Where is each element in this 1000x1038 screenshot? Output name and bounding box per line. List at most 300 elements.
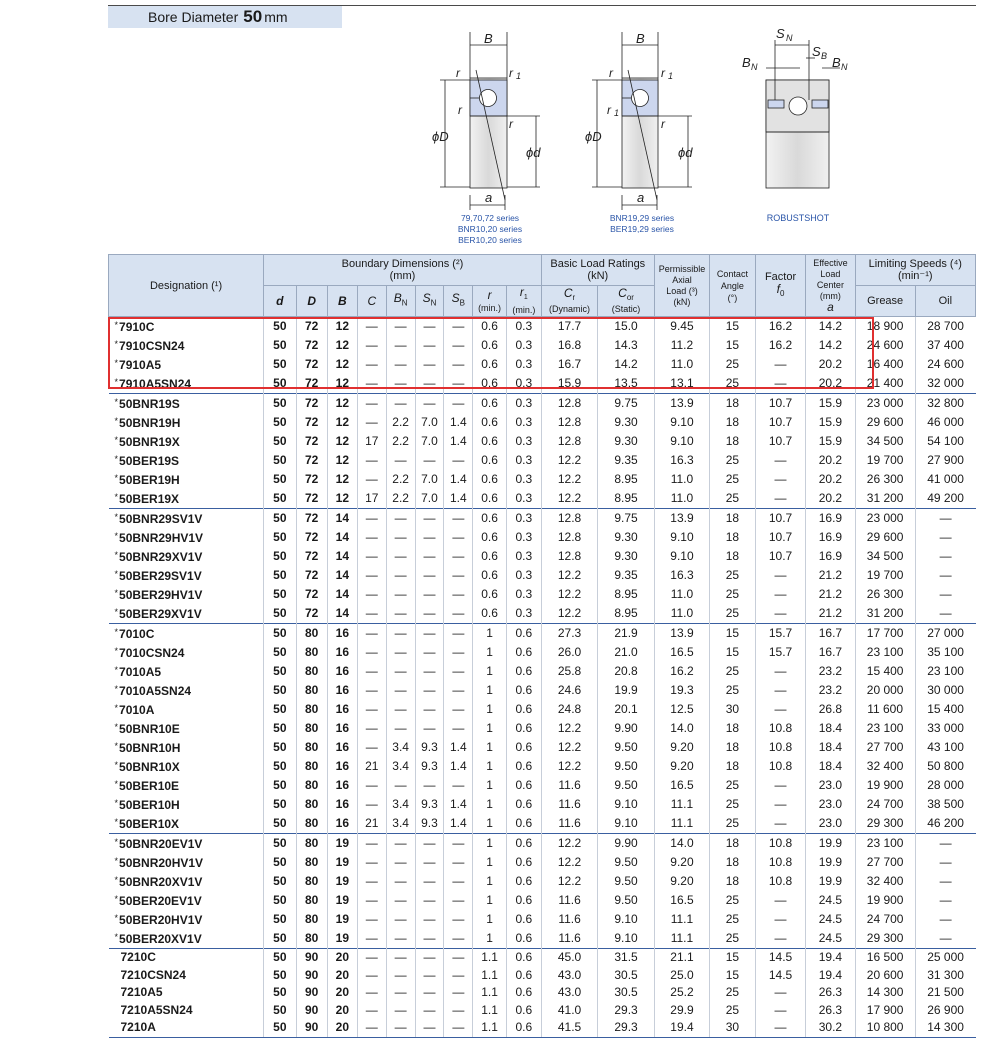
cell-grease: 34 500: [855, 432, 915, 451]
cell-oil: 26 900: [915, 1002, 975, 1020]
cell-grease: 24 600: [855, 336, 915, 355]
cell-grease: 23 000: [855, 509, 915, 529]
cell-d: 50: [264, 451, 296, 470]
cell-fa: 14.0: [654, 834, 709, 854]
asterisk-mark: *: [114, 377, 119, 387]
cell-fa: 11.1: [654, 910, 709, 929]
designation-cell: [109, 681, 264, 700]
header-C: C: [357, 286, 386, 317]
cell-c: —: [357, 719, 386, 738]
cell-d: 50: [264, 355, 296, 374]
cell-sn: —: [415, 853, 444, 872]
cell-sb: —: [444, 336, 473, 355]
cell-r: 1: [473, 814, 507, 834]
cell-d: 90: [296, 1019, 327, 1037]
cell-oil: —: [915, 853, 975, 872]
designation-text: 50BER10H: [119, 798, 180, 812]
diagram3-label-BN2-sub: N: [841, 62, 848, 72]
cell-d: 80: [296, 738, 327, 757]
cell-r1: 0.6: [506, 967, 541, 985]
cell-d: 72: [296, 604, 327, 624]
cell-r: 1: [473, 853, 507, 872]
cell-r: 1: [473, 834, 507, 854]
cell-angle: 25: [710, 929, 756, 949]
designation-cell: [109, 662, 264, 681]
cell-a: 19.9: [806, 872, 855, 891]
cell-cor: 9.75: [598, 394, 655, 414]
table-row: [109, 984, 976, 1002]
cell-b: 12: [327, 394, 357, 414]
cell-d: 50: [264, 374, 296, 394]
diagram1-label-phiD: ϕD: [432, 129, 449, 144]
cell-b: 12: [327, 432, 357, 451]
header-Cor: $C_{or}$ (Static): [598, 286, 655, 317]
cell-bn: 2.2: [386, 489, 415, 509]
diagram1-label-r1: r: [509, 66, 513, 80]
cell-r: 0.6: [473, 489, 507, 509]
cell-c: —: [357, 394, 386, 414]
cell-r: 1: [473, 795, 507, 814]
cell-c: —: [357, 604, 386, 624]
designation-cell: [109, 336, 264, 355]
cell-fa: 11.1: [654, 929, 709, 949]
cell-r: 0.6: [473, 413, 507, 432]
asterisk-mark: *: [114, 703, 119, 713]
cell-a: 15.9: [806, 394, 855, 414]
cell-cr: 12.2: [541, 872, 598, 891]
cell-grease: 27 700: [855, 853, 915, 872]
header-D: D: [296, 286, 327, 317]
cell-cor: 21.0: [598, 643, 655, 662]
cell-angle: 18: [710, 413, 756, 432]
cell-grease: 32 400: [855, 872, 915, 891]
cell-d: 72: [296, 528, 327, 547]
cell-f0: —: [755, 814, 806, 834]
cell-sn: 9.3: [415, 814, 444, 834]
cell-fa: 29.9: [654, 1002, 709, 1020]
cell-oil: 49 200: [915, 489, 975, 509]
cell-cor: 20.8: [598, 662, 655, 681]
designation-cell: [109, 738, 264, 757]
designation-text: 50BER29SV1V: [119, 569, 202, 583]
diagram3-label-BN: B: [742, 55, 751, 70]
cell-oil: —: [915, 872, 975, 891]
cell-angle: 15: [710, 624, 756, 644]
cell-fa: 9.10: [654, 413, 709, 432]
asterisk-mark: *: [114, 358, 119, 368]
cell-bn: —: [386, 394, 415, 414]
cell-d: 50: [264, 509, 296, 529]
cell-cor: 9.50: [598, 738, 655, 757]
cell-cor: 9.50: [598, 757, 655, 776]
cell-oil: 54 100: [915, 432, 975, 451]
cell-fa: 16.5: [654, 891, 709, 910]
table-row: [109, 470, 976, 489]
cell-sb: —: [444, 776, 473, 795]
cell-r1: 0.6: [506, 949, 541, 967]
diagram1-label-r-c: r: [509, 117, 513, 131]
designation-cell: [109, 776, 264, 795]
cell-fa: 16.5: [654, 776, 709, 795]
diagram3-label-SB-sub: B: [821, 51, 828, 61]
designation-cell: [109, 967, 264, 985]
cell-angle: 15: [710, 643, 756, 662]
cell-sb: —: [444, 624, 473, 644]
cell-oil: 46 200: [915, 814, 975, 834]
cell-d: 80: [296, 834, 327, 854]
cell-d: 80: [296, 776, 327, 795]
header-grease: Grease: [855, 286, 915, 317]
asterisk-mark: *: [114, 646, 119, 656]
cell-grease: 10 800: [855, 1019, 915, 1037]
cell-cr: 25.8: [541, 662, 598, 681]
cell-bn: —: [386, 451, 415, 470]
cell-d: 50: [264, 853, 296, 872]
cell-cor: 9.30: [598, 432, 655, 451]
cell-sb: —: [444, 451, 473, 470]
cell-f0: 10.8: [755, 738, 806, 757]
cell-sn: —: [415, 910, 444, 929]
cell-angle: 18: [710, 757, 756, 776]
caption2-line2: BER19,29 series: [610, 224, 674, 234]
cell-cr: 12.2: [541, 757, 598, 776]
cell-f0: 10.7: [755, 394, 806, 414]
cell-d: 50: [264, 470, 296, 489]
cell-sb: —: [444, 891, 473, 910]
cell-b: 19: [327, 834, 357, 854]
cell-oil: —: [915, 547, 975, 566]
cell-r1: 0.6: [506, 757, 541, 776]
cell-d: 50: [264, 566, 296, 585]
cell-bn: —: [386, 891, 415, 910]
cell-grease: 31 200: [855, 604, 915, 624]
page-title-prefix: Bore Diameter: [148, 9, 239, 25]
cell-r: 1.1: [473, 967, 507, 985]
cell-bn: —: [386, 1019, 415, 1037]
asterisk-mark: *: [114, 550, 119, 560]
cell-angle: 25: [710, 451, 756, 470]
cell-sb: —: [444, 910, 473, 929]
cell-cor: 9.30: [598, 547, 655, 566]
cell-a: 20.2: [806, 489, 855, 509]
header-SN: $S_N$: [415, 286, 444, 317]
cell-c: —: [357, 355, 386, 374]
designation-text: 50BER10X: [119, 817, 180, 831]
cell-d: 90: [296, 1002, 327, 1020]
caption-robustshot: [738, 213, 858, 224]
cell-angle: 25: [710, 795, 756, 814]
cell-cr: 41.0: [541, 1002, 598, 1020]
designation-text: 50BNR20EV1V: [119, 837, 203, 851]
cell-oil: —: [915, 910, 975, 929]
cell-oil: —: [915, 929, 975, 949]
asterisk-mark: *: [114, 875, 119, 885]
cell-cor: 13.5: [598, 374, 655, 394]
cell-sn: —: [415, 662, 444, 681]
cell-a: 18.4: [806, 738, 855, 757]
cell-f0: —: [755, 374, 806, 394]
designation-text: 7910CSN24: [119, 339, 185, 353]
diagram1-label-B: B: [484, 31, 493, 46]
cell-a: 15.9: [806, 432, 855, 451]
diagram1-label-phid: ϕd: [526, 145, 541, 160]
header-oil: Oil: [915, 286, 975, 317]
cell-r1: 0.3: [506, 528, 541, 547]
cell-bn: —: [386, 355, 415, 374]
cell-cr: 43.0: [541, 967, 598, 985]
designation-text: 50BER19S: [119, 454, 180, 468]
cell-r: 1: [473, 910, 507, 929]
diagram2-label-r: r: [609, 66, 613, 80]
caption1-line3: BER10,20 series: [458, 235, 522, 245]
table-row: [109, 547, 976, 566]
diagram2-label-B: B: [636, 31, 645, 46]
cell-d: 80: [296, 719, 327, 738]
caption1-line1: 79,70,72 series: [460, 213, 520, 223]
cell-oil: —: [915, 509, 975, 529]
table-row: [109, 967, 976, 985]
cell-b: 16: [327, 624, 357, 644]
cell-grease: 29 600: [855, 528, 915, 547]
designation-cell: [109, 719, 264, 738]
cell-r: 0.6: [473, 528, 507, 547]
cell-b: 20: [327, 949, 357, 967]
header-effective-load-center: Effective Load Center (mm) a: [806, 255, 855, 317]
designation-cell: [109, 432, 264, 451]
cell-oil: 50 800: [915, 757, 975, 776]
cell-c: —: [357, 374, 386, 394]
cell-f0: 10.8: [755, 719, 806, 738]
header-limiting-speeds: Limiting Speeds (⁴) (min⁻¹): [855, 255, 975, 286]
cell-d: 80: [296, 929, 327, 949]
cell-a: 21.2: [806, 604, 855, 624]
diagram1-label-r-b: r: [458, 103, 462, 117]
cell-f0: 15.7: [755, 624, 806, 644]
cell-sn: —: [415, 317, 444, 337]
cell-bn: 3.4: [386, 757, 415, 776]
designation-cell: [109, 374, 264, 394]
cell-d: 90: [296, 967, 327, 985]
cell-b: 16: [327, 757, 357, 776]
cell-f0: 10.7: [755, 547, 806, 566]
designation-cell: [109, 853, 264, 872]
diagram2-label-r1b: r: [607, 103, 611, 117]
table-row: [109, 910, 976, 929]
cell-angle: 18: [710, 872, 756, 891]
cell-grease: 15 400: [855, 662, 915, 681]
cell-oil: —: [915, 834, 975, 854]
cell-cr: 11.6: [541, 891, 598, 910]
cell-cr: 45.0: [541, 949, 598, 967]
cell-c: —: [357, 776, 386, 795]
table-row: [109, 929, 976, 949]
cell-d: 50: [264, 910, 296, 929]
cell-bn: —: [386, 528, 415, 547]
cell-sb: 1.4: [444, 413, 473, 432]
cell-r1: 0.6: [506, 891, 541, 910]
cell-c: —: [357, 949, 386, 967]
cell-cr: 12.2: [541, 489, 598, 509]
cell-fa: 9.10: [654, 528, 709, 547]
cell-sb: 1.4: [444, 432, 473, 451]
cell-d: 80: [296, 814, 327, 834]
diagram1-label-r: r: [456, 66, 460, 80]
cell-cr: 11.6: [541, 776, 598, 795]
cell-cor: 21.9: [598, 624, 655, 644]
cell-sn: —: [415, 355, 444, 374]
cell-angle: 25: [710, 604, 756, 624]
cell-a: 16.9: [806, 509, 855, 529]
cell-b: 16: [327, 795, 357, 814]
cell-f0: 10.8: [755, 834, 806, 854]
cell-fa: 25.2: [654, 984, 709, 1002]
cell-oil: 38 500: [915, 795, 975, 814]
cell-angle: 25: [710, 681, 756, 700]
designation-text: 7010A: [119, 703, 155, 717]
diagram3-label-SN: S: [776, 26, 785, 41]
cell-b: 20: [327, 967, 357, 985]
cell-r: 1: [473, 624, 507, 644]
cell-d: 72: [296, 547, 327, 566]
table-row: [109, 336, 976, 355]
designation-text: 50BER20HV1V: [119, 913, 203, 927]
cell-r: 1: [473, 929, 507, 949]
cell-b: 14: [327, 585, 357, 604]
cell-cor: 29.3: [598, 1019, 655, 1037]
diagram-robustshot: [766, 40, 840, 188]
cell-d: 72: [296, 336, 327, 355]
cell-grease: 19 900: [855, 891, 915, 910]
cell-r: 0.6: [473, 604, 507, 624]
cell-cor: 9.35: [598, 451, 655, 470]
table-row: [109, 394, 976, 414]
cell-cor: 9.50: [598, 853, 655, 872]
cell-r1: 0.3: [506, 489, 541, 509]
cell-r1: 0.3: [506, 413, 541, 432]
designation-text: 50BNR19H: [119, 416, 181, 430]
cell-sn: —: [415, 643, 444, 662]
cell-r: 1: [473, 738, 507, 757]
header-r: r (min.): [473, 286, 507, 317]
designation-cell: [109, 451, 264, 470]
cell-cr: 12.2: [541, 451, 598, 470]
header-designation: Designation (¹): [109, 255, 264, 317]
cell-cor: 15.0: [598, 317, 655, 337]
cell-oil: 43 100: [915, 738, 975, 757]
cell-cr: 12.8: [541, 547, 598, 566]
cell-cr: 11.6: [541, 929, 598, 949]
designation-text: 7910A5: [119, 358, 162, 372]
asterisk-mark: *: [114, 607, 119, 617]
header-permissible-axial-load: Permissible Axial Load (³) (kN): [654, 255, 709, 317]
cell-angle: 25: [710, 566, 756, 585]
designation-text: 7210A5: [120, 985, 163, 1000]
cell-cor: 8.95: [598, 604, 655, 624]
cell-cor: 8.95: [598, 470, 655, 489]
cell-d: 80: [296, 681, 327, 700]
cell-a: 19.4: [806, 949, 855, 967]
cell-a: 16.7: [806, 643, 855, 662]
cell-cor: 9.10: [598, 929, 655, 949]
cell-bn: —: [386, 929, 415, 949]
cell-bn: —: [386, 967, 415, 985]
cell-cr: 43.0: [541, 984, 598, 1002]
cell-bn: —: [386, 834, 415, 854]
cell-b: 19: [327, 891, 357, 910]
cell-d: 50: [264, 757, 296, 776]
cell-d: 72: [296, 489, 327, 509]
cell-cor: 8.95: [598, 489, 655, 509]
cell-a: 19.9: [806, 853, 855, 872]
cell-fa: 9.20: [654, 872, 709, 891]
cell-oil: 32 800: [915, 394, 975, 414]
cell-sn: 9.3: [415, 795, 444, 814]
cell-cor: 9.75: [598, 509, 655, 529]
cell-c: 21: [357, 814, 386, 834]
cell-d: 50: [264, 604, 296, 624]
cell-sn: —: [415, 394, 444, 414]
cell-a: 20.2: [806, 374, 855, 394]
cell-grease: 27 700: [855, 738, 915, 757]
cell-c: —: [357, 984, 386, 1002]
cell-f0: —: [755, 1019, 806, 1037]
cell-f0: —: [755, 355, 806, 374]
cell-r1: 0.3: [506, 355, 541, 374]
table-row: [109, 757, 976, 776]
diagram3-label-BN-sub: N: [751, 62, 758, 72]
cell-b: 16: [327, 776, 357, 795]
cell-r: 0.6: [473, 355, 507, 374]
table-row: [109, 624, 976, 644]
cell-bn: —: [386, 910, 415, 929]
cell-sn: —: [415, 984, 444, 1002]
cell-grease: 19 900: [855, 776, 915, 795]
cell-sn: —: [415, 1019, 444, 1037]
cell-bn: —: [386, 853, 415, 872]
asterisk-mark: *: [114, 760, 119, 770]
designation-text: 50BNR10H: [119, 741, 181, 755]
cell-r: 1: [473, 662, 507, 681]
cell-f0: —: [755, 470, 806, 489]
table-row: [109, 1019, 976, 1037]
cell-a: 14.2: [806, 336, 855, 355]
cell-d: 80: [296, 624, 327, 644]
cell-r1: 0.6: [506, 929, 541, 949]
cell-r1: 0.6: [506, 681, 541, 700]
cell-a: 23.0: [806, 795, 855, 814]
cell-sn: —: [415, 776, 444, 795]
cell-d: 50: [264, 891, 296, 910]
caption3-line1: ROBUSTSHOT: [766, 213, 830, 223]
designation-text: 50BNR20HV1V: [119, 856, 204, 870]
cell-sb: —: [444, 317, 473, 337]
asterisk-mark: *: [114, 339, 119, 349]
cell-f0: —: [755, 929, 806, 949]
cell-r: 0.6: [473, 509, 507, 529]
cell-sb: —: [444, 585, 473, 604]
cell-cor: 14.3: [598, 336, 655, 355]
asterisk-mark: *: [114, 435, 119, 445]
diagram3-label-SB: S: [812, 44, 821, 59]
cell-sb: —: [444, 681, 473, 700]
cell-sb: —: [444, 662, 473, 681]
cell-grease: 23 100: [855, 643, 915, 662]
cell-d: 50: [264, 834, 296, 854]
cell-fa: 16.3: [654, 451, 709, 470]
cell-bn: 2.2: [386, 432, 415, 451]
cell-r: 1: [473, 757, 507, 776]
cell-b: 12: [327, 317, 357, 337]
